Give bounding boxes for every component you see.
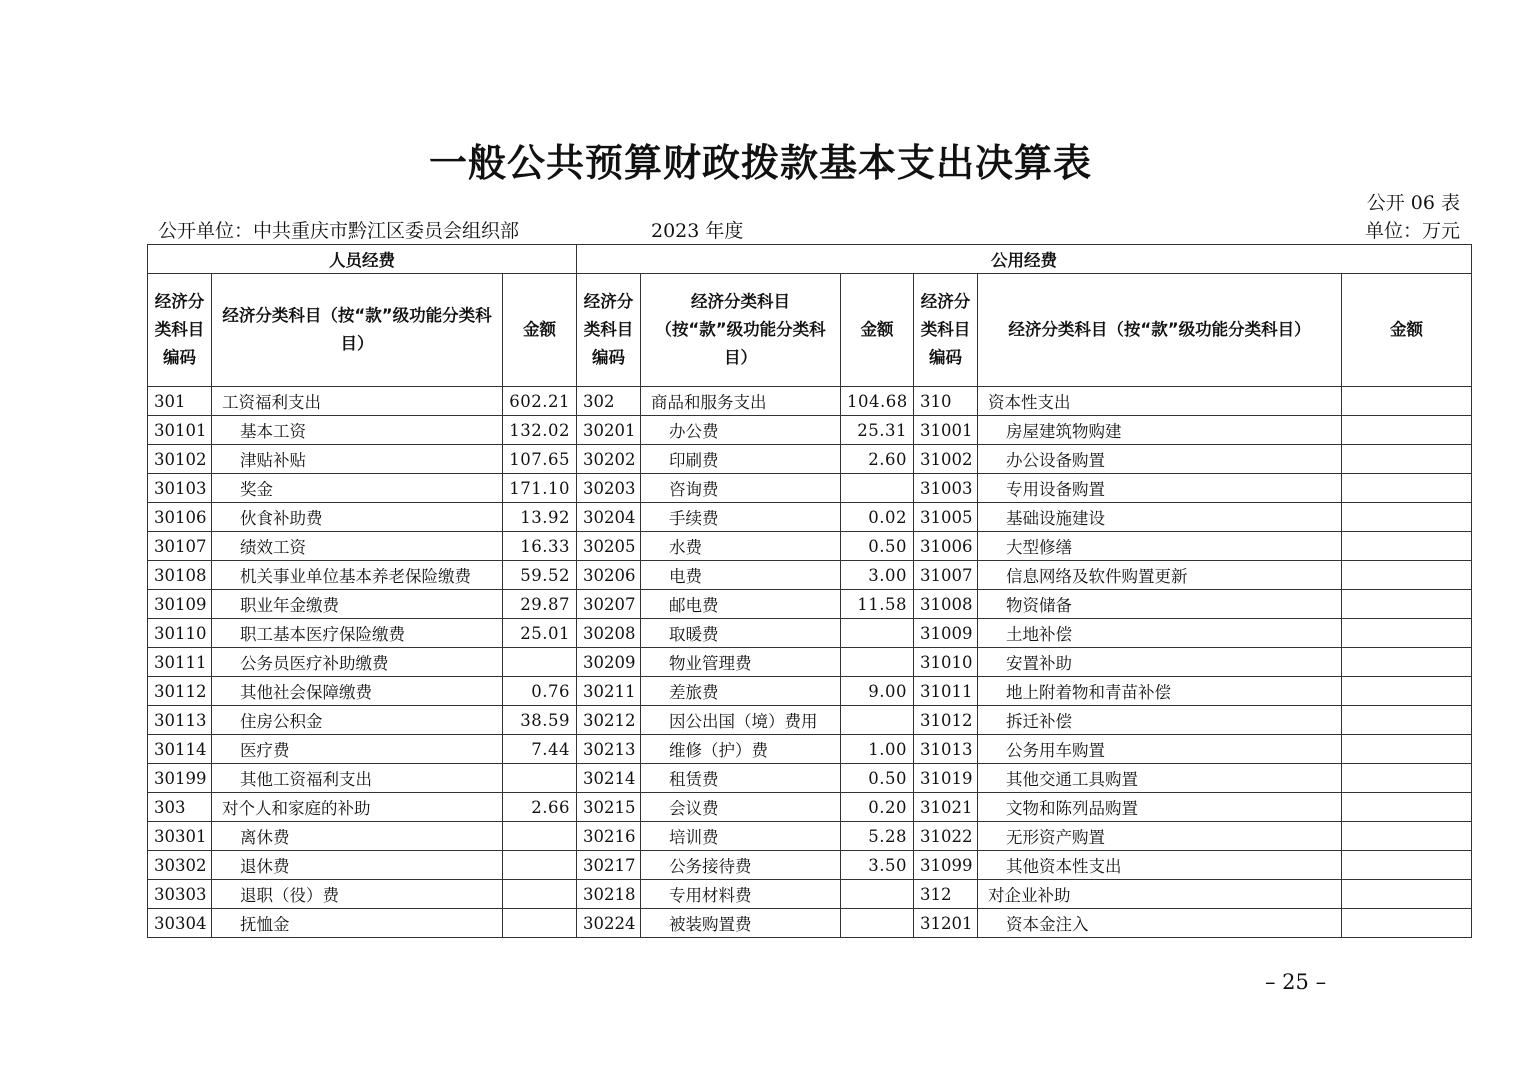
economic-code-cell: 30199 [148,764,212,793]
amount-cell [841,706,914,735]
item-name-cell: 津贴补贴 [212,445,503,474]
item-name-cell: 抚恤金 [212,909,503,938]
item-name-cell: 公务接待费 [641,851,841,880]
economic-code-cell: 30304 [148,909,212,938]
item-name-cell: 医疗费 [212,735,503,764]
item-name-cell: 工资福利支出 [212,387,503,416]
economic-code-cell: 30203 [577,474,641,503]
amount-cell: 11.58 [841,590,914,619]
amount-cell [1342,503,1472,532]
item-name-cell: 手续费 [641,503,841,532]
economic-code-cell: 31005 [914,503,978,532]
amount-cell [1342,619,1472,648]
amount-cell: 3.50 [841,851,914,880]
amount-cell: 132.02 [503,416,577,445]
table-row [148,822,1472,851]
table-row [148,561,1472,590]
economic-code-cell: 301 [148,387,212,416]
economic-code-cell: 31022 [914,822,978,851]
amount-cell [503,822,577,851]
economic-code-cell: 30102 [148,445,212,474]
economic-code-cell: 30111 [148,648,212,677]
amount-cell [1342,387,1472,416]
amount-cell: 2.66 [503,793,577,822]
code-column-header: 经济分类科目编码 [914,274,978,387]
amount-cell [1342,735,1472,764]
table-row [148,677,1472,706]
amount-cell: 0.20 [841,793,914,822]
economic-code-cell: 30109 [148,590,212,619]
table-row [148,619,1472,648]
amount-cell [1342,909,1472,938]
name-column-header: 经济分类科目（按“款”级功能分类科目） [212,274,503,387]
public-expense-header: 公用经费 [577,245,1472,274]
amount-cell [1342,648,1472,677]
amount-cell [503,851,577,880]
name-column-header: 经济分类科目（按“款”级功能分类科目） [978,274,1342,387]
item-name-cell: 资本性支出 [978,387,1342,416]
item-name-cell: 取暖费 [641,619,841,648]
table-row [148,706,1472,735]
table-row [148,387,1472,416]
amount-column-header: 金额 [841,274,914,387]
amount-cell: 7.44 [503,735,577,764]
item-name-cell: 租赁费 [641,764,841,793]
item-name-cell: 退休费 [212,851,503,880]
economic-code-cell: 30112 [148,677,212,706]
amount-cell: 29.87 [503,590,577,619]
economic-code-cell: 30212 [577,706,641,735]
amount-cell [1342,880,1472,909]
amount-cell [841,909,914,938]
item-name-cell: 公务员医疗补助缴费 [212,648,503,677]
item-name-cell: 对企业补助 [978,880,1342,909]
document-title: 一般公共预算财政拨款基本支出决算表 [428,141,1092,185]
economic-code-cell: 303 [148,793,212,822]
code-column-header: 经济分类科目编码 [148,274,212,387]
economic-code-cell: 30214 [577,764,641,793]
amount-cell [1342,677,1472,706]
table-row [148,793,1472,822]
table-row [148,474,1472,503]
amount-cell: 107.65 [503,445,577,474]
amount-cell: 171.10 [503,474,577,503]
item-name-cell: 水费 [641,532,841,561]
item-name-cell: 住房公积金 [212,706,503,735]
amount-cell [1342,764,1472,793]
item-name-cell: 其他资本性支出 [978,851,1342,880]
economic-code-cell: 31002 [914,445,978,474]
item-name-cell: 奖金 [212,474,503,503]
item-name-cell: 对个人和家庭的补助 [212,793,503,822]
economic-code-cell: 31003 [914,474,978,503]
expenditure-table [147,244,1472,938]
amount-cell [841,648,914,677]
economic-code-cell: 30114 [148,735,212,764]
economic-code-cell: 30303 [148,880,212,909]
economic-code-cell: 30108 [148,561,212,590]
item-name-cell: 绩效工资 [212,532,503,561]
economic-code-cell: 30302 [148,851,212,880]
fiscal-year-label: 2023 年度 [651,220,744,242]
economic-code-cell: 30107 [148,532,212,561]
economic-code-cell: 30204 [577,503,641,532]
item-name-cell: 信息网络及软件购置更新 [978,561,1342,590]
amount-cell: 104.68 [841,387,914,416]
economic-code-cell: 31012 [914,706,978,735]
amount-cell: 59.52 [503,561,577,590]
amount-cell: 5.28 [841,822,914,851]
item-name-cell: 维修（护）费 [641,735,841,764]
item-name-cell: 离休费 [212,822,503,851]
amount-cell [503,764,577,793]
code-column-header: 经济分类科目编码 [577,274,641,387]
item-name-cell: 资本金注入 [978,909,1342,938]
amount-cell: 1.00 [841,735,914,764]
page-number: – 25 – [1265,970,1327,994]
amount-cell: 16.33 [503,532,577,561]
amount-cell [503,880,577,909]
amount-cell: 25.01 [503,619,577,648]
economic-code-cell: 30211 [577,677,641,706]
amount-cell: 13.92 [503,503,577,532]
economic-code-cell: 31009 [914,619,978,648]
amount-cell [1342,532,1472,561]
amount-cell [1342,445,1472,474]
economic-code-cell: 302 [577,387,641,416]
item-name-cell: 地上附着物和青苗补偿 [978,677,1342,706]
item-name-cell: 伙食补助费 [212,503,503,532]
economic-code-cell: 30213 [577,735,641,764]
table-row [148,909,1472,938]
item-name-cell: 大型修缮 [978,532,1342,561]
amount-cell [1342,416,1472,445]
economic-code-cell: 30103 [148,474,212,503]
item-name-cell: 差旅费 [641,677,841,706]
economic-code-cell: 31007 [914,561,978,590]
item-name-cell: 咨询费 [641,474,841,503]
form-number: 公开 06 表 [1366,192,1460,214]
amount-cell: 0.76 [503,677,577,706]
amount-cell [1342,561,1472,590]
amount-cell [1342,474,1472,503]
amount-cell: 9.00 [841,677,914,706]
item-name-cell: 职工基本医疗保险缴费 [212,619,503,648]
item-name-cell: 商品和服务支出 [641,387,841,416]
economic-code-cell: 30216 [577,822,641,851]
item-name-cell: 被装购置费 [641,909,841,938]
item-name-cell: 会议费 [641,793,841,822]
amount-cell: 25.31 [841,416,914,445]
item-name-cell: 无形资产购置 [978,822,1342,851]
amount-cell: 38.59 [503,706,577,735]
economic-code-cell: 31001 [914,416,978,445]
economic-code-cell: 30205 [577,532,641,561]
item-name-cell: 拆迁补偿 [978,706,1342,735]
amount-cell [503,648,577,677]
table-row [148,851,1472,880]
table-body [148,387,1472,938]
amount-cell: 0.50 [841,532,914,561]
amount-column-header: 金额 [1342,274,1472,387]
amount-cell [1342,590,1472,619]
item-name-cell: 基本工资 [212,416,503,445]
table-row [148,445,1472,474]
amount-column-header: 金额 [503,274,577,387]
economic-code-cell: 31008 [914,590,978,619]
item-name-cell: 其他社会保障缴费 [212,677,503,706]
amount-cell [841,474,914,503]
economic-code-cell: 30218 [577,880,641,909]
economic-code-cell: 30201 [577,416,641,445]
amount-cell: 2.60 [841,445,914,474]
table-row [148,503,1472,532]
item-name-cell: 办公设备购置 [978,445,1342,474]
economic-code-cell: 30207 [577,590,641,619]
economic-code-cell: 31021 [914,793,978,822]
economic-code-cell: 30209 [577,648,641,677]
table-row [148,590,1472,619]
economic-code-cell: 31013 [914,735,978,764]
table-row [148,416,1472,445]
item-name-cell: 专用设备购置 [978,474,1342,503]
item-name-cell: 电费 [641,561,841,590]
item-name-cell: 邮电费 [641,590,841,619]
item-name-cell: 其他交通工具购置 [978,764,1342,793]
item-name-cell: 因公出国（境）费用 [641,706,841,735]
economic-code-cell: 30215 [577,793,641,822]
economic-code-cell: 30113 [148,706,212,735]
item-name-cell: 基础设施建设 [978,503,1342,532]
economic-code-cell: 31006 [914,532,978,561]
item-name-cell: 其他工资福利支出 [212,764,503,793]
amount-cell: 0.50 [841,764,914,793]
economic-code-cell: 310 [914,387,978,416]
economic-code-cell: 30301 [148,822,212,851]
organization-label: 公开单位：中共重庆市黔江区委员会组织部 [158,220,520,242]
economic-code-cell: 30208 [577,619,641,648]
amount-cell [1342,793,1472,822]
table-row [148,532,1472,561]
economic-code-cell: 30110 [148,619,212,648]
amount-cell [841,880,914,909]
amount-cell: 0.02 [841,503,914,532]
unit-label: 单位：万元 [1364,220,1460,242]
personnel-expense-header: 人员经费 [148,245,577,274]
amount-cell: 602.21 [503,387,577,416]
amount-cell [1342,851,1472,880]
economic-code-cell: 31010 [914,648,978,677]
economic-code-cell: 30217 [577,851,641,880]
item-name-cell: 专用材料费 [641,880,841,909]
item-name-cell: 房屋建筑物购建 [978,416,1342,445]
item-name-cell: 物业管理费 [641,648,841,677]
economic-code-cell: 31011 [914,677,978,706]
item-name-cell: 安置补助 [978,648,1342,677]
amount-cell [1342,822,1472,851]
table-row [148,648,1472,677]
economic-code-cell: 30224 [577,909,641,938]
item-name-cell: 公务用车购置 [978,735,1342,764]
amount-cell [503,909,577,938]
table-row [148,735,1472,764]
economic-code-cell: 30106 [148,503,212,532]
table-row [148,880,1472,909]
economic-code-cell: 31099 [914,851,978,880]
economic-code-cell: 30101 [148,416,212,445]
item-name-cell: 办公费 [641,416,841,445]
amount-cell [1342,706,1472,735]
amount-cell [841,619,914,648]
economic-code-cell: 31019 [914,764,978,793]
name-column-header: 经济分类科目（按“款”级功能分类科目） [641,274,841,387]
economic-code-cell: 30206 [577,561,641,590]
item-name-cell: 印刷费 [641,445,841,474]
economic-code-cell: 31201 [914,909,978,938]
item-name-cell: 机关事业单位基本养老保险缴费 [212,561,503,590]
item-name-cell: 退职（役）费 [212,880,503,909]
item-name-cell: 职业年金缴费 [212,590,503,619]
item-name-cell: 土地补偿 [978,619,1342,648]
item-name-cell: 文物和陈列品购置 [978,793,1342,822]
table-row [148,764,1472,793]
item-name-cell: 培训费 [641,822,841,851]
economic-code-cell: 312 [914,880,978,909]
amount-cell: 3.00 [841,561,914,590]
item-name-cell: 物资储备 [978,590,1342,619]
economic-code-cell: 30202 [577,445,641,474]
